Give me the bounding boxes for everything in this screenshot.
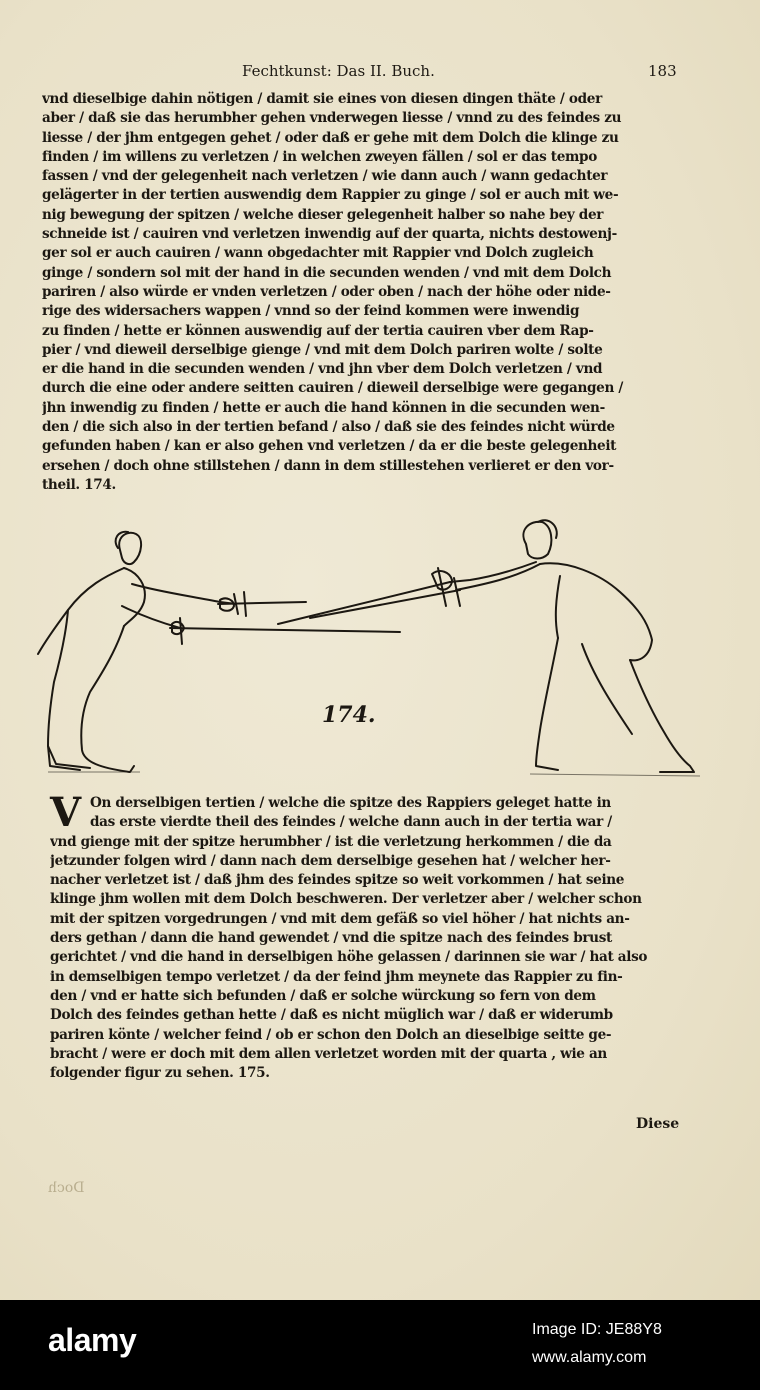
running-title: Fechtkunst: Das II. Buch. (242, 62, 435, 80)
text-line: nacher verletzet ist / daß jhm des feindes spitze so weit vorkommen / hat seine (50, 872, 625, 889)
text-line: vnd dieselbige dahin nötigen / damit sie eines von diesen dingen thäte / oder (42, 91, 602, 107)
text-line: folgender figur zu sehen. 175. (50, 1065, 270, 1082)
text-line: On derselbigen tertien / welche die spitze des Rappiers geleget hatte in (90, 795, 611, 811)
text-line: den / vnd er hatte sich befunden / daß er solche würckung so fern von dem (50, 987, 596, 1004)
text-line: pariren könte / welcher feind / ob er schon den Dolch an dieselbige seitte ge- (50, 1026, 612, 1043)
text-line: mit der spitzen vorgedrungen / vnd mit dem gefäß so viel höher / hat nichts an- (50, 910, 630, 927)
page-number: 183 (648, 62, 677, 80)
text-line: ginge / sondern sol mit der hand in die secunden wenden / vnd mit dem Dolch (42, 264, 612, 281)
paragraph-2 (50, 794, 684, 1083)
text-line: jetzunder folgen wird / dann nach dem derselbige gesehen hat / welcher her- (50, 852, 611, 869)
text-line: gerichtet / vnd die hand in derselbigen höhe gelassen / darinnen sie war / hat also (50, 949, 648, 966)
woodcut-ground-hatching (48, 772, 700, 776)
text-line: Dolch des feindes gethan hette / daß es nicht müglich war / daß er widerumb (50, 1007, 613, 1024)
text-line: ger sol er auch cauiren / wann obgedachter mit Rappier vnd Dolch zugleich (42, 245, 594, 262)
text-line: in demselbigen tempo verletzet / da der feind jhm meynete das Rappier zu fin- (50, 968, 623, 985)
left-fencer-figure (38, 532, 236, 772)
text-line: aber / daß sie das herumbher gehen vnderwegen liesse / vnnd zu des feindes zu (42, 110, 622, 127)
text-line: bracht / were er doch mit dem allen verletzet worden mit der quarta , wie an (50, 1045, 607, 1062)
text-line: pariren / also würde er vnden verletzen / oder oben / nach der höhe oder nide- (42, 283, 611, 300)
text-line: klinge jhm wollen mit dem Dolch beschweren. Der verletzer aber / welcher schon (50, 891, 642, 908)
paragraph-1 (42, 90, 682, 495)
text-line: ders gethan / dann die hand gewendet / vnd die spitze nach des feindes brust (50, 930, 612, 947)
right-fencer-figure (450, 520, 694, 772)
text-line: das erste vierdte theil des feindes / welche dann auch in der tertia war / (90, 814, 612, 831)
running-head (0, 62, 760, 84)
text-line: theil. 174. (42, 476, 116, 493)
text-line: liesse / der jhm entgegen gehet / oder daß er gehe mit dem Dolch die klinge zu (42, 129, 619, 146)
stock-logo: alamy (48, 1322, 137, 1358)
text-line: er die hand in die secunden wenden / vnd jhn vber dem Dolch verletzen / vnd (42, 361, 603, 378)
text-line: gefunden haben / kan er also gehen vnd verletzen / da er die beste gelegenheit (42, 438, 617, 455)
text-line: ersehen / doch ohne stillstehen / dann in dem stillestehen verlieret er den vor- (42, 457, 614, 474)
text-line: schneide ist / cauiren vnd verletzen inwendig auf der quarta, nichts destowenj- (42, 226, 617, 243)
image-id-label: Image ID: JE88Y8 (532, 1321, 662, 1338)
drop-capital: V (50, 789, 82, 836)
text-line: durch die eine oder andere seitten cauiren / dieweil derselbige were gegangen / (42, 380, 624, 397)
text-line: fassen / vnd der gelegenheit nach verletzen / wie dann auch / wann gedachter (42, 168, 608, 185)
show-through-text: Doch (48, 1180, 85, 1196)
text-line: jhn inwendig zu finden / hette er auch die hand können in die secunden wen- (42, 399, 605, 416)
text-line: vnd gienge mit der spitze herumbher / ist die verletzung herkommen / die da (50, 833, 612, 850)
text-line: nig bewegung der spitzen / welche dieser gelegenheit halber so nahe bey der (42, 206, 604, 223)
text-line: gelägerter in der tertien auswendig dem Rappier zu ginge / sol er auch mit we- (42, 187, 619, 204)
fencing-woodcut-illustration (20, 510, 710, 780)
figure-number: 174. (322, 702, 376, 728)
left-rapier (218, 592, 306, 616)
catchword: Diese (636, 1116, 680, 1132)
text-line: den / die sich also in der tertien befand / also / daß sie des feindes nicht würde (42, 419, 615, 436)
text-line: zu finden / hette er können auswendig auf der tertia cauiren vber dem Rap- (42, 322, 594, 339)
text-line: finden / im willens zu verletzen / in welchen zweyen fällen / sol er das tempo (42, 148, 597, 165)
text-line: pier / vnd dieweil derselbige gienge / vnd mit dem Dolch pariren wolte / solte (42, 341, 603, 358)
stock-url: www.alamy.com (532, 1349, 647, 1366)
text-line: rige des widersachers wappen / vnnd so der feind kommen were inwendig (42, 303, 580, 320)
